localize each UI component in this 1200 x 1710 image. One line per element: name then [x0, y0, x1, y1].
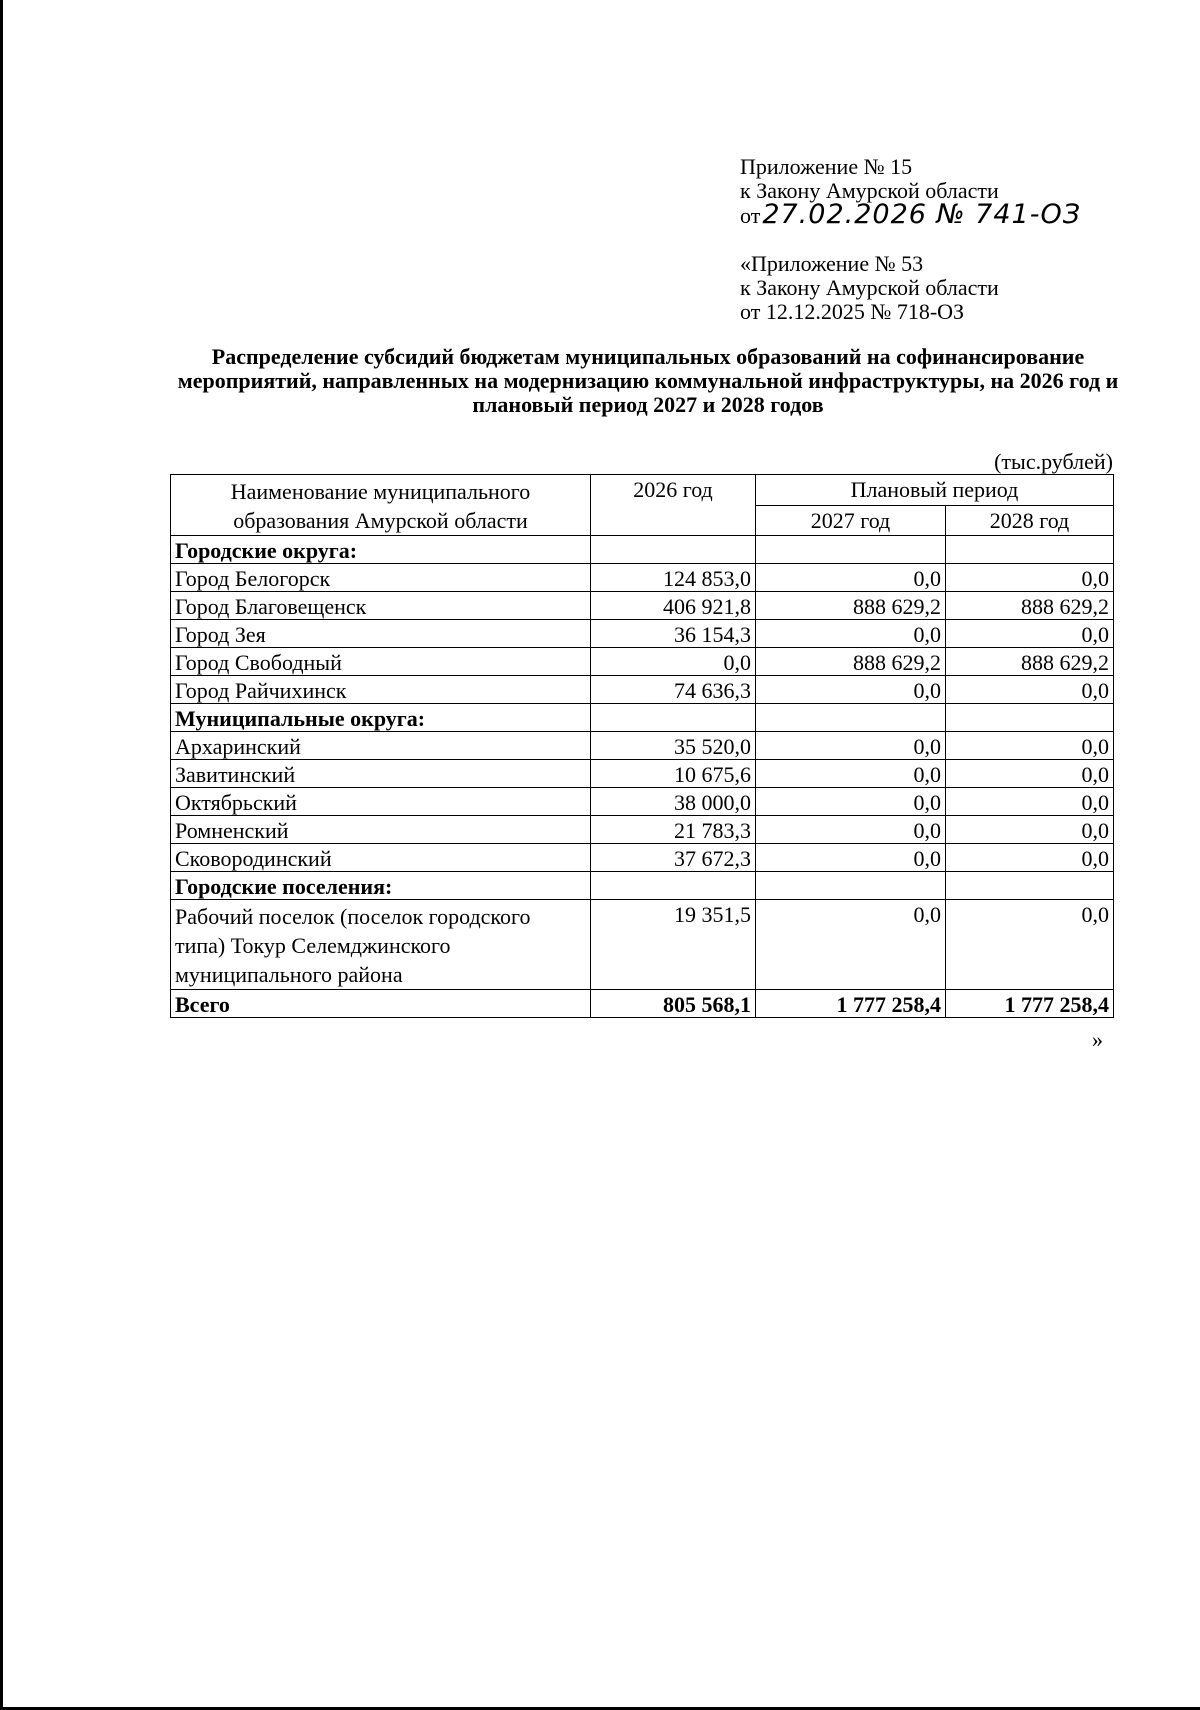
table-row — [171, 900, 1114, 990]
row-value-2027: 0,0 — [756, 732, 946, 760]
appendix-date-line — [740, 199, 1082, 230]
row-value-2027 — [756, 536, 946, 564]
header-2027: 2027 год — [756, 505, 946, 536]
row-value-2028: 0,0 — [946, 732, 1114, 760]
total-row — [171, 990, 1114, 1018]
table-row — [171, 676, 1114, 704]
table-row — [171, 564, 1114, 592]
row-name: Городские поселения: — [171, 872, 591, 900]
table-row — [171, 816, 1114, 844]
row-name: Рабочий поселок (поселок городского типа) Токур Селемджинского муниципального района — [171, 900, 591, 990]
row-value-2026: 36 154,3 — [591, 620, 756, 648]
row-name: Ромненский — [171, 816, 591, 844]
row-value-2028 — [946, 704, 1114, 732]
row-name: Архаринский — [171, 732, 591, 760]
table-row — [171, 648, 1114, 676]
previous-appendix-number: «Приложение № 53 — [740, 251, 924, 276]
total-2026: 805 568,1 — [591, 990, 756, 1018]
table-row — [171, 760, 1114, 788]
row-name: Город Благовещенск — [171, 592, 591, 620]
row-value-2027: 0,0 — [756, 564, 946, 592]
row-value-2027: 0,0 — [756, 788, 946, 816]
row-name: Город Белогорск — [171, 564, 591, 592]
row-name: Октябрьский — [171, 788, 591, 816]
row-value-2026: 124 853,0 — [591, 564, 756, 592]
row-value-2026: 406 921,8 — [591, 592, 756, 620]
row-value-2026 — [591, 872, 756, 900]
appendix-law-ref: к Закону Амурской области — [740, 178, 999, 203]
table-row — [171, 732, 1114, 760]
row-value-2028: 0,0 — [946, 844, 1114, 872]
table-body — [171, 536, 1114, 1018]
section-row — [171, 536, 1114, 564]
row-value-2028: 0,0 — [946, 620, 1114, 648]
row-value-2027 — [756, 704, 946, 732]
document-title: Распределение субсидий бюджетам муниципальных образований на софинансирование мероприятий, направленных на модернизацию коммунальной инфраструктуры, на 2026 год и плановый период 2027 и 2028 годов — [177, 344, 1119, 417]
appendix-header — [740, 155, 1081, 228]
handwritten-date-number: 27.02.2026 № 741-ОЗ — [762, 199, 1082, 230]
appendix-date-prefix: от — [740, 203, 761, 228]
appendix-number: Приложение № 15 — [740, 154, 913, 179]
row-name: Муниципальные округа: — [171, 704, 591, 732]
total-2027: 1 777 258,4 — [756, 990, 946, 1018]
row-name: Городские округа: — [171, 536, 591, 564]
section-row — [171, 704, 1114, 732]
total-2028: 1 777 258,4 — [946, 990, 1114, 1018]
closing-quote: » — [1092, 1027, 1103, 1052]
subsidy-table — [170, 474, 1114, 1018]
table-row — [171, 592, 1114, 620]
row-value-2027: 888 629,2 — [756, 648, 946, 676]
row-name: Город Зея — [171, 620, 591, 648]
row-value-2026 — [591, 536, 756, 564]
row-value-2026: 35 520,0 — [591, 732, 756, 760]
scan-left-edge — [0, 0, 3, 1710]
units-label: (тыс.рублей) — [994, 449, 1113, 474]
row-name: Город Райчихинск — [171, 676, 591, 704]
previous-appendix-date: от 12.12.2025 № 718-ОЗ — [740, 299, 965, 324]
row-value-2027: 0,0 — [756, 760, 946, 788]
row-value-2026 — [591, 704, 756, 732]
row-value-2026: 0,0 — [591, 648, 756, 676]
row-value-2027 — [756, 872, 946, 900]
table-row — [171, 620, 1114, 648]
row-value-2028: 0,0 — [946, 564, 1114, 592]
row-value-2028 — [946, 872, 1114, 900]
row-value-2028: 0,0 — [946, 676, 1114, 704]
previous-appendix-law-ref: к Закону Амурской области — [740, 275, 999, 300]
row-value-2026: 21 783,3 — [591, 816, 756, 844]
row-value-2027: 0,0 — [756, 816, 946, 844]
row-value-2026: 19 351,5 — [591, 900, 756, 990]
row-value-2026: 74 636,3 — [591, 676, 756, 704]
row-name: Город Свободный — [171, 648, 591, 676]
row-value-2027: 0,0 — [756, 844, 946, 872]
row-value-2027: 888 629,2 — [756, 592, 946, 620]
row-name: Завитинский — [171, 760, 591, 788]
table-row — [171, 844, 1114, 872]
row-value-2026: 38 000,0 — [591, 788, 756, 816]
row-name: Сковородинский — [171, 844, 591, 872]
row-value-2028: 888 629,2 — [946, 648, 1114, 676]
header-2026: 2026 год — [591, 475, 756, 536]
header-planned-period: Плановый период — [756, 475, 1114, 506]
row-value-2027: 0,0 — [756, 676, 946, 704]
row-value-2028: 0,0 — [946, 760, 1114, 788]
table-row — [171, 788, 1114, 816]
row-value-2027: 0,0 — [756, 620, 946, 648]
row-value-2026: 37 672,3 — [591, 844, 756, 872]
previous-appendix-header — [740, 252, 999, 324]
row-value-2028 — [946, 536, 1114, 564]
total-label: Всего — [171, 990, 591, 1018]
row-value-2026: 10 675,6 — [591, 760, 756, 788]
row-value-2028: 0,0 — [946, 788, 1114, 816]
header-2028: 2028 год — [946, 505, 1114, 536]
row-value-2028: 0,0 — [946, 816, 1114, 844]
row-value-2028: 888 629,2 — [946, 592, 1114, 620]
row-value-2027: 0,0 — [756, 900, 946, 990]
row-value-2028: 0,0 — [946, 900, 1114, 990]
section-row — [171, 872, 1114, 900]
header-name: Наименование муниципального образования Амурской области — [171, 475, 591, 536]
